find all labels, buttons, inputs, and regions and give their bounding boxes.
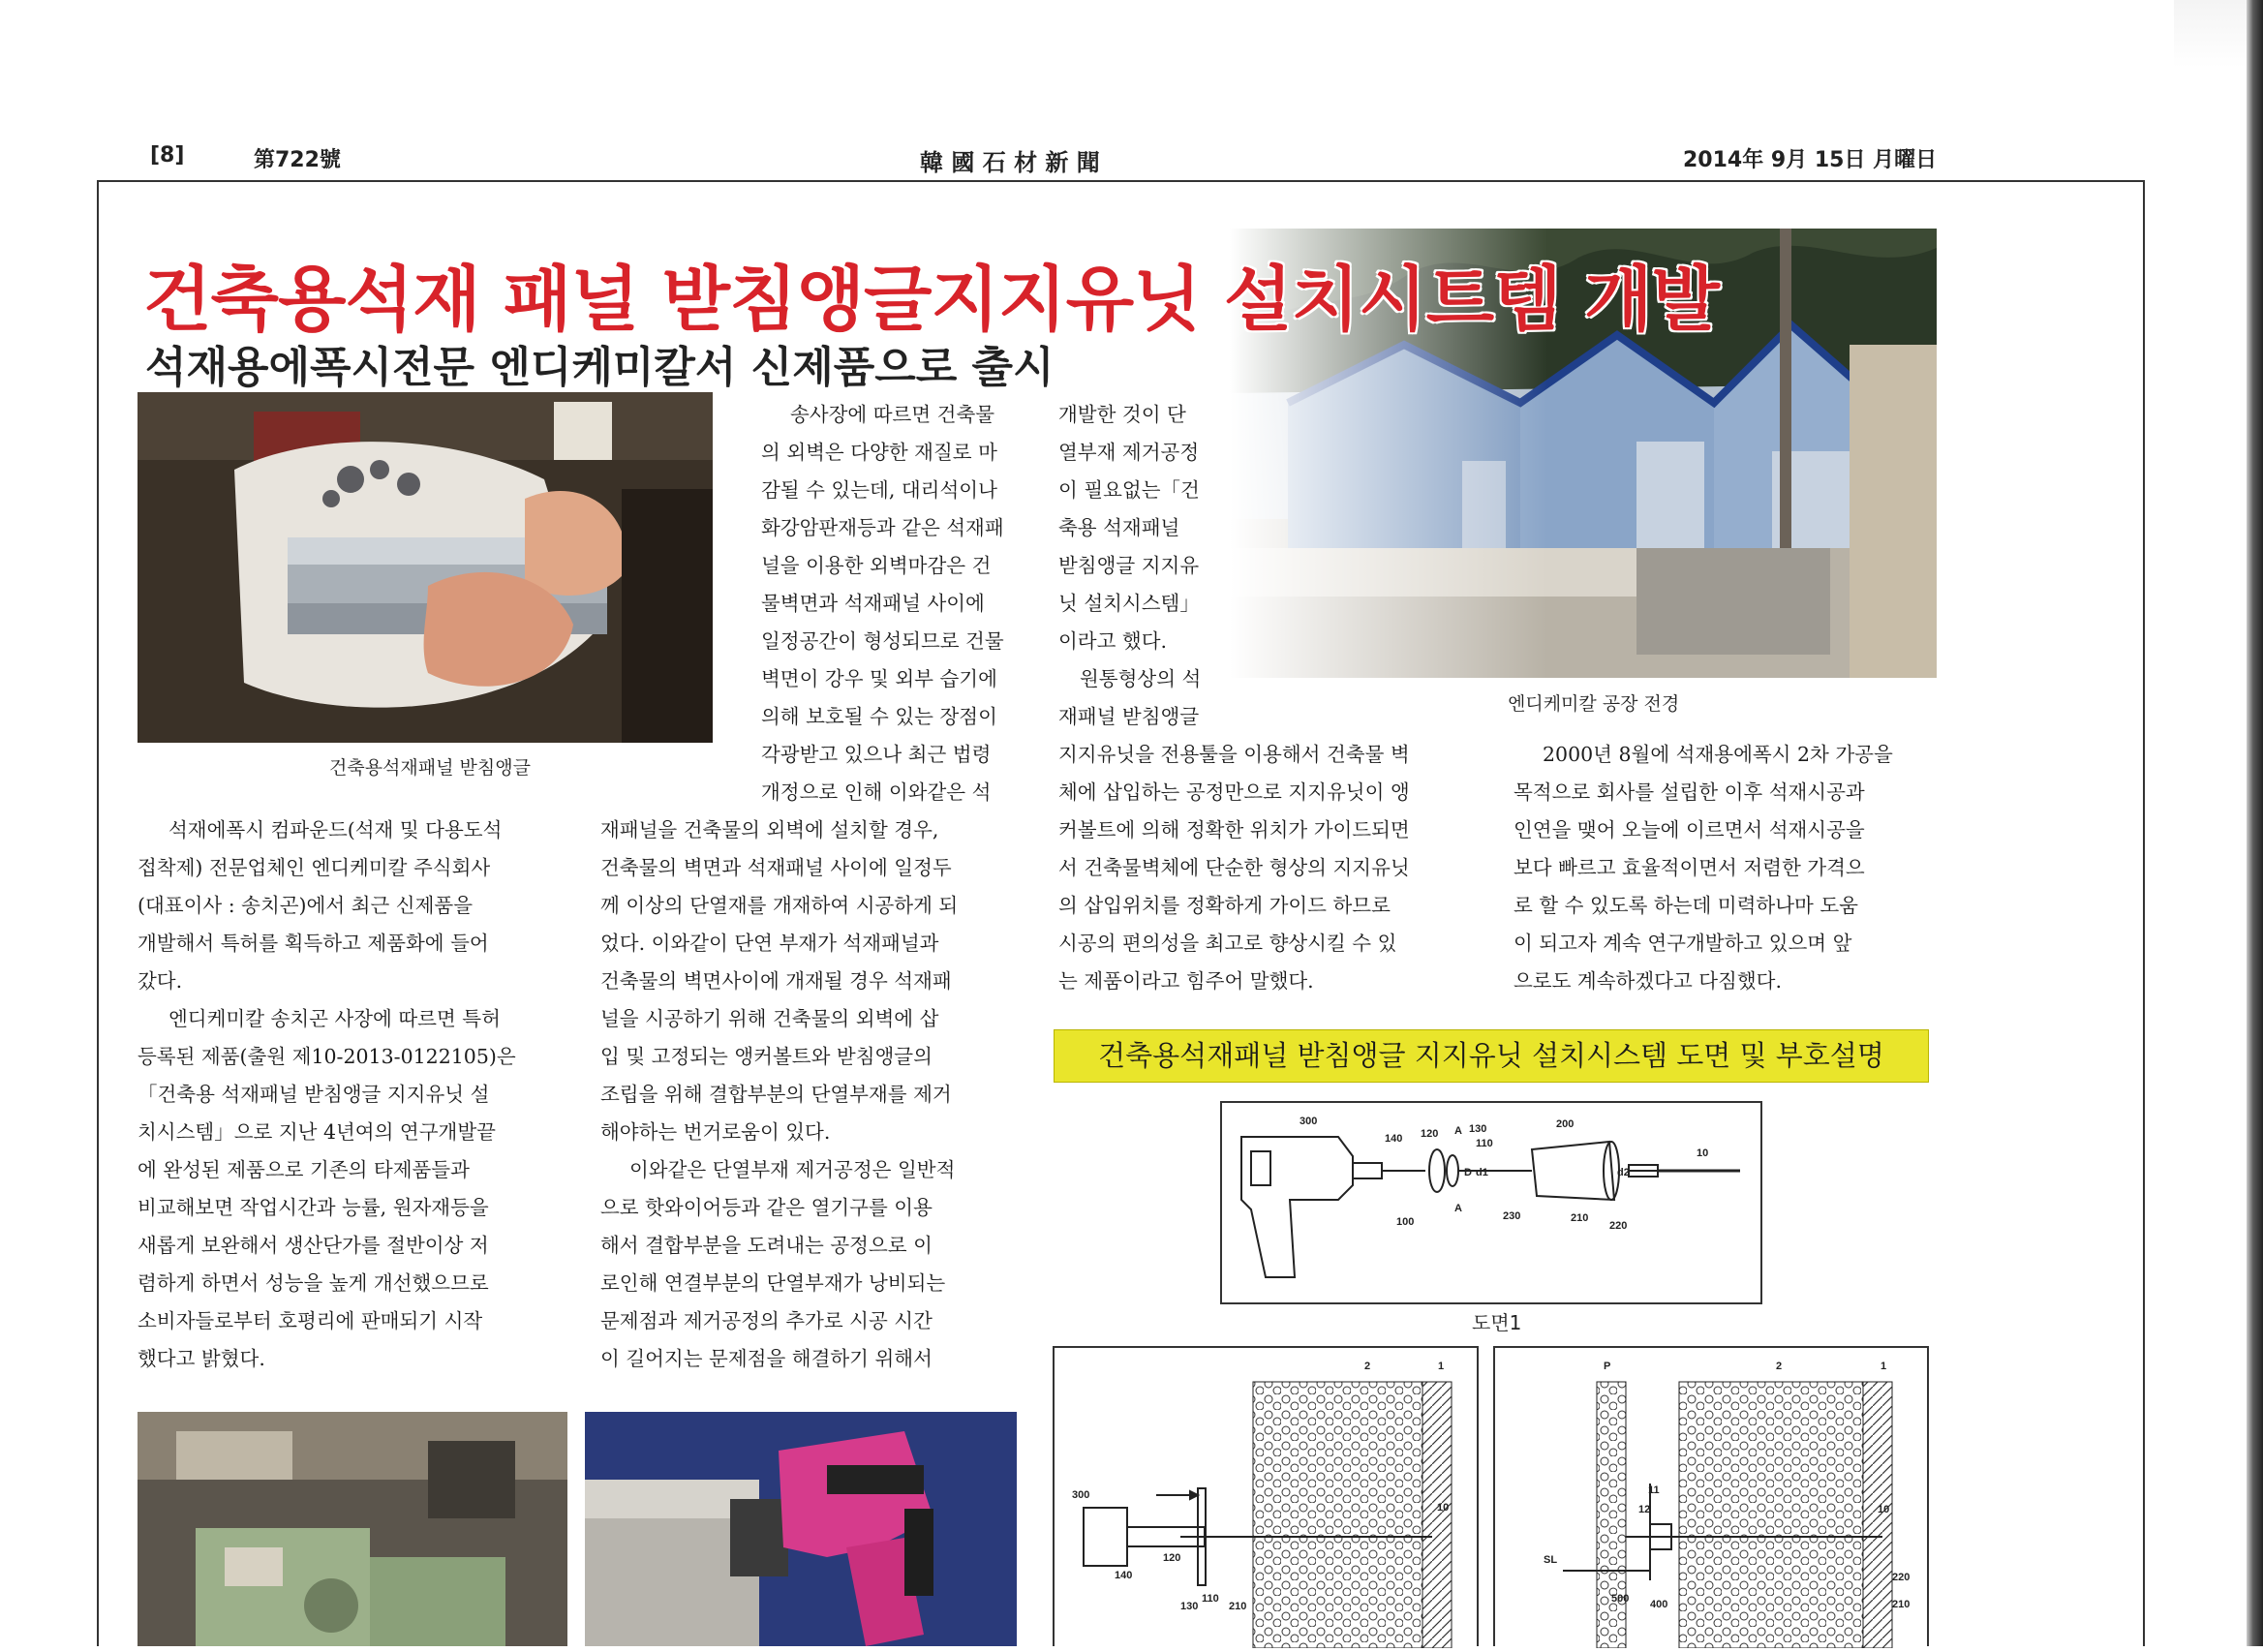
paragraph-line: 열부재 제거공정 xyxy=(1058,441,1200,464)
figure-3 xyxy=(1493,1346,1929,1646)
diagram-label: A xyxy=(1454,1125,1462,1137)
figure-2 xyxy=(1053,1346,1479,1646)
paragraph-line: 2000년 8월에 석재용에폭시 2차 가공을 xyxy=(1543,743,1893,766)
paragraph-line: 건축물의 벽면과 석재패널 사이에 일정두 xyxy=(600,856,952,879)
paragraph-line: 이 길어지는 문제점을 해결하기 위해서 xyxy=(600,1347,933,1370)
diagram-label: 400 xyxy=(1650,1599,1668,1610)
paragraph-line: 했다고 밝혔다. xyxy=(138,1347,265,1370)
paragraph-line: 께 이상의 단열재를 개재하여 시공하게 되 xyxy=(600,894,959,917)
paragraph-line: 의 외벽은 다양한 재질로 마 xyxy=(761,441,997,464)
diagram-label: 120 xyxy=(1163,1552,1181,1564)
paragraph-line: 축용 석재패널 xyxy=(1058,516,1180,539)
diagram-label: 220 xyxy=(1609,1220,1628,1232)
column-b-top xyxy=(761,396,1017,811)
paragraph-line: 으로 핫와이어등과 같은 열기구를 이용 xyxy=(600,1196,933,1219)
diagram-label: 120 xyxy=(1421,1128,1439,1140)
diagram-label: d1 xyxy=(1476,1167,1488,1178)
paragraph-line: 이 필요없는「건 xyxy=(1058,478,1200,502)
paragraph-line: 시공의 편의성을 최고로 향상시킬 수 있 xyxy=(1058,932,1397,955)
paragraph-line: 재패널 받침앵글 xyxy=(1058,705,1200,728)
diagram-label: 110 xyxy=(1476,1138,1493,1149)
diagram-label: 230 xyxy=(1503,1210,1521,1222)
column-b-bottom xyxy=(600,811,1017,1378)
diagram-label: 110 xyxy=(1202,1593,1219,1605)
paragraph-line: 원통형상의 석 xyxy=(1080,667,1202,690)
paragraph-line: 등록된 제품(출원 제10-2013-0122105)은 xyxy=(138,1045,516,1068)
diagram-label: 140 xyxy=(1115,1570,1133,1581)
diagram-label: 200 xyxy=(1556,1118,1575,1130)
diagram-label: 140 xyxy=(1385,1133,1403,1145)
paragraph-line: 입 및 고정되는 앵커볼트와 받침앵글의 xyxy=(600,1045,933,1068)
factory-photo-caption: 엔디케미칼 공장 전경 xyxy=(1508,693,1680,715)
paragraph-line: 이와같은 단열부재 제거공정은 일반적 xyxy=(629,1158,956,1181)
column-a xyxy=(138,811,564,1378)
diagram-label: 100 xyxy=(1396,1216,1415,1228)
diagram-label: 210 xyxy=(1229,1601,1247,1612)
paragraph-line: 지지유닛을 전용툴을 이용해서 건축물 벽 xyxy=(1058,743,1410,766)
paragraph-line: 널을 시공하기 위해 건축물의 외벽에 삽 xyxy=(600,1007,939,1030)
diagram-label: D xyxy=(1464,1167,1472,1178)
paragraph-line: 조립을 위해 결합부분의 단열부재를 제거 xyxy=(600,1083,952,1106)
paragraph-line: 엔디케미칼 송치곤 사장에 따르면 특허 xyxy=(168,1007,501,1030)
diagram-label: 12 xyxy=(1638,1504,1651,1515)
paragraph-line: 소비자들로부터 호평리에 판매되기 시작 xyxy=(138,1309,483,1332)
paragraph-line: 감될 수 있는데, 대리석이나 xyxy=(761,478,997,502)
paragraph-line: 물벽면과 석재패널 사이에 xyxy=(761,592,985,615)
paragraph-line: 는 제품이라고 힘주어 말했다. xyxy=(1058,969,1314,993)
paragraph-line: 갔다. xyxy=(138,969,183,993)
paragraph-line: 새롭게 보완해서 생산단가를 절반이상 저 xyxy=(138,1234,489,1257)
paragraph-line: 로 할 수 있도록 하는데 미력하나마 도움 xyxy=(1514,894,1858,917)
paragraph-line: 개발한 것이 단 xyxy=(1058,403,1186,426)
paragraph-line: 개발해서 특허를 획득하고 제품화에 들어 xyxy=(138,932,489,955)
page-number: [8] xyxy=(150,143,185,168)
diagram-label: 130 xyxy=(1469,1123,1487,1135)
paragraph-line: 받침앵글 지지유 xyxy=(1058,554,1200,577)
paragraph-line: 해야하는 번거로움이 있다. xyxy=(600,1120,831,1144)
paragraph-line: 로인해 연결부분의 단열부재가 낭비되는 xyxy=(600,1271,946,1295)
paragraph-line: 으로도 계속하겠다고 다짐했다. xyxy=(1514,969,1782,993)
article-headline: 건축용석재 패널 받침앵글지지유닛 설치시트템 개발 xyxy=(143,259,1720,341)
paragraph-line: 벽면이 강우 및 외부 습기에 xyxy=(761,667,997,690)
machine-photo xyxy=(138,1412,567,1646)
paragraph-line: 화강암판재등과 같은 석재패 xyxy=(761,516,1004,539)
drill-photo xyxy=(585,1412,1017,1646)
paragraph-line: 석재에폭시 컴파운드(석재 및 다용도석 xyxy=(168,818,503,841)
column-c-top xyxy=(1058,396,1223,736)
paragraph-line: 렴하게 하면서 성능을 높게 개선했으므로 xyxy=(138,1271,489,1295)
paragraph-line: 이 되고자 계속 연구개발하고 있으며 앞 xyxy=(1514,932,1852,955)
paragraph-line: 의해 보호될 수 있는 장점이 xyxy=(761,705,997,728)
paragraph-line: 해서 결합부분을 도려내는 공정으로 이 xyxy=(600,1234,933,1257)
paragraph-line: 일정공간이 형성되므로 건물 xyxy=(761,629,1004,653)
paragraph-line: 었다. 이와같이 단연 부재가 석재패널과 xyxy=(600,932,939,955)
newspaper-name: 韓 國 石 材 新 聞 xyxy=(920,149,1100,176)
paragraph-line: 개정으로 인해 이와같은 석 xyxy=(761,780,992,804)
diagram-label: 1 xyxy=(1881,1361,1887,1372)
paragraph-line: 체에 삽입하는 공정만으로 지지유닛이 앵 xyxy=(1058,780,1410,804)
column-d xyxy=(1514,736,1930,1000)
diagram-label: P xyxy=(1604,1361,1611,1372)
diagram-label: 210 xyxy=(1892,1599,1911,1610)
diagram-label: 10 xyxy=(1437,1502,1450,1514)
paragraph-line: 치시스템」으로 지난 4년여의 연구개발끝 xyxy=(138,1120,496,1144)
diagram-label: 300 xyxy=(1072,1489,1090,1501)
diagram-label: 220 xyxy=(1892,1572,1911,1583)
diagram-label: 10 xyxy=(1878,1504,1890,1515)
paragraph-line: 이라고 했다. xyxy=(1058,629,1168,653)
paragraph-line: 건축물의 벽면사이에 개재될 경우 석재패 xyxy=(600,969,952,993)
article-subheadline: 석재용에폭시전문 엔디케미칼서 신제품으로 출시 xyxy=(145,343,1055,392)
diagram-label: 11 xyxy=(1648,1484,1660,1496)
paragraph-line: 각광받고 있으나 최근 법령 xyxy=(761,743,992,766)
diagram-label: 130 xyxy=(1180,1601,1199,1612)
paragraph-line: 의 삽입위치를 정확하게 가이드 하므로 xyxy=(1058,894,1391,917)
paragraph-line: 송사장에 따르면 건축물 xyxy=(790,403,995,426)
paragraph-line: 널을 이용한 외벽마감은 건 xyxy=(761,554,992,577)
paragraph-line: 재패널을 건축물의 외벽에 설치할 경우, xyxy=(600,818,939,841)
angle-photo xyxy=(138,392,713,743)
paragraph-line: 「건축용 석재패널 받침앵글 지지유닛 설 xyxy=(138,1083,490,1106)
paragraph-line: 문제점과 제거공정의 추가로 시공 시간 xyxy=(600,1309,933,1332)
diagram-label: 300 xyxy=(1300,1116,1318,1127)
figure-1 xyxy=(1220,1101,1762,1304)
paragraph-line: 커볼트에 의해 정확한 위치가 가이드되면 xyxy=(1058,818,1410,841)
diagram-label: 10 xyxy=(1697,1147,1709,1159)
diagram-label: A xyxy=(1454,1203,1462,1214)
paragraph-line: 닛 설치시스템」 xyxy=(1058,592,1200,615)
figure-1-caption: 도면1 xyxy=(1472,1311,1522,1334)
paragraph-line: (대표이사 : 송치곤)에서 최근 신제품을 xyxy=(138,894,474,917)
diagram-label: 1 xyxy=(1438,1361,1445,1372)
paragraph-line: 접착제) 전문업체인 엔디케미칼 주식회사 xyxy=(138,856,491,879)
paragraph-line: 에 완성된 제품으로 기존의 타제품들과 xyxy=(138,1158,470,1181)
issue-date: 2014年 9月 15日 月曜日 xyxy=(1683,148,1938,172)
issue-number: 第722號 xyxy=(254,148,341,172)
diagram-label: 2 xyxy=(1776,1361,1783,1372)
diagram-label: 2 xyxy=(1364,1361,1371,1372)
diagram-title-bar: 건축용석재패널 받침앵글 지지유닛 설치시스템 도면 및 부호설명 xyxy=(1054,1029,1929,1083)
paragraph-line: 비교해보면 작업시간과 능률, 원자재등을 xyxy=(138,1196,489,1219)
diagram-label: d2 xyxy=(1617,1167,1630,1178)
scan-edge xyxy=(2247,0,2263,1646)
diagram-label: SL xyxy=(1544,1554,1558,1566)
paragraph-line: 인연을 맺어 오늘에 이르면서 석재시공을 xyxy=(1514,818,1865,841)
diagram-label: 500 xyxy=(1611,1593,1630,1605)
paragraph-line: 서 건축물벽체에 단순한 형상의 지지유닛 xyxy=(1058,856,1410,879)
paragraph-line: 목적으로 회사를 설립한 이후 석재시공과 xyxy=(1514,780,1865,804)
diagram-label: 210 xyxy=(1571,1212,1589,1224)
paragraph-line: 보다 빠르고 효율적이면서 저렴한 가격으 xyxy=(1514,856,1865,879)
column-c-bottom xyxy=(1058,736,1475,1000)
angle-photo-caption: 건축용석재패널 받침앵글 xyxy=(329,757,531,779)
